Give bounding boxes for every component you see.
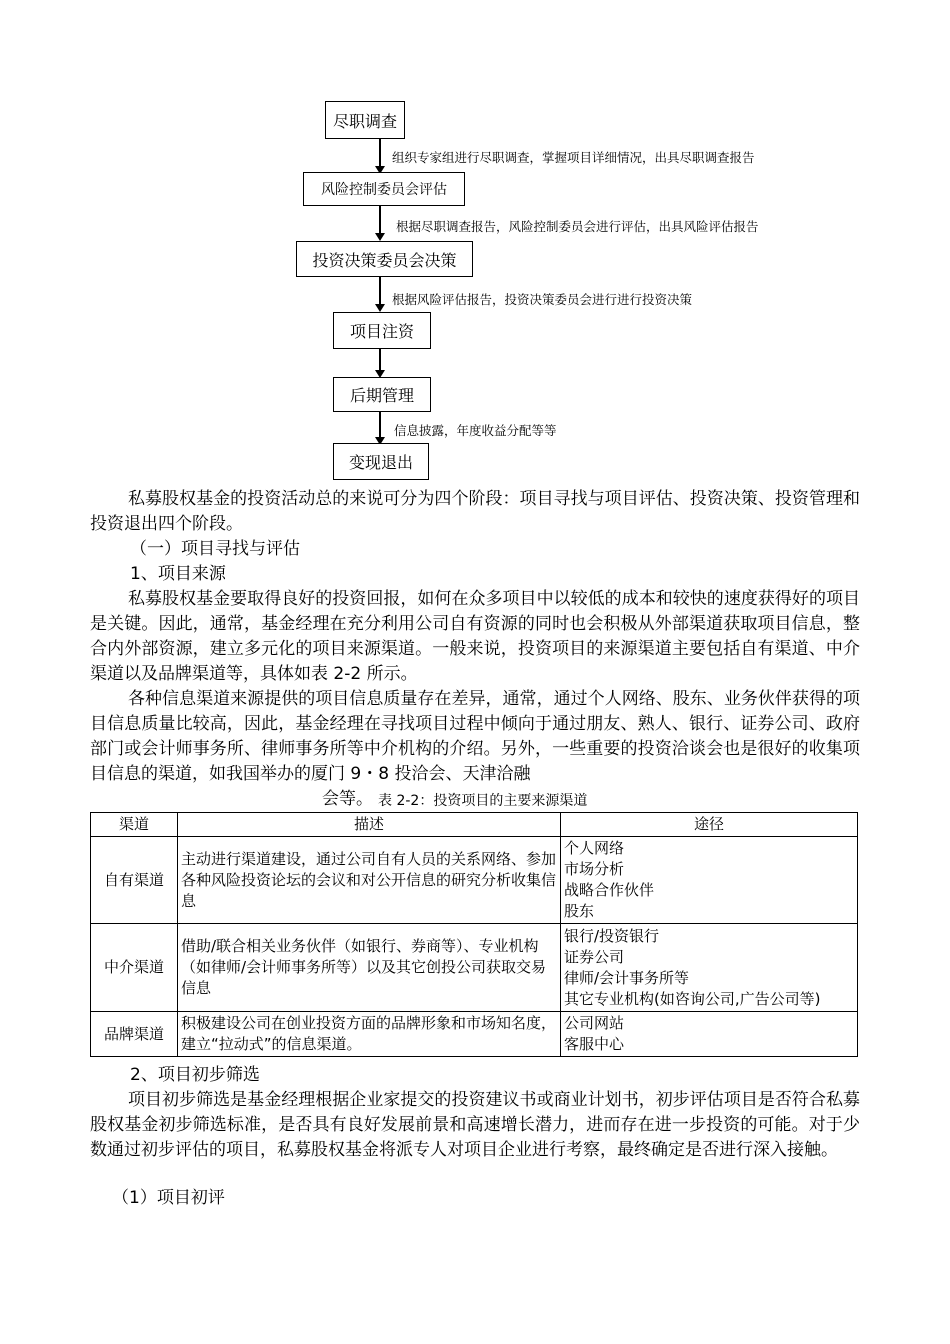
description-cell: 借助/联合相关业务伙伴（如银行、券商等）、专业机构（如律师/会计师事务所等）以及其它创投公司获取交易信息 — [178, 924, 561, 1012]
table-caption: 表 2-2：投资项目的主要来源渠道 — [378, 793, 588, 809]
subsection-heading: 1、项目来源 — [130, 564, 226, 584]
flow-connector — [379, 139, 381, 167]
flow-note-2: 根据尽职调查报告，风险控制委员会进行评估，出具风险评估报告 — [396, 219, 759, 234]
flow-note-3: 根据风险评估报告，投资决策委员会进行进行投资决策 — [392, 292, 693, 307]
flow-step-due-diligence: 尽职调查 — [325, 101, 405, 139]
section-heading: （一）项目寻找与评估 — [130, 539, 300, 559]
ways-cell — [561, 1012, 858, 1057]
way-item: 客服中心 — [564, 1035, 625, 1053]
way-item: 律师/会计事务所等 — [564, 968, 690, 987]
flow-step-risk-committee: 风险控制委员会评估 — [303, 172, 465, 206]
channel-cell: 自有渠道 — [91, 837, 178, 924]
source-channel-table — [90, 812, 858, 1057]
way-item: 公司网站 — [564, 1014, 625, 1032]
flow-step-investment-committee: 投资决策委员会决策 — [296, 241, 473, 277]
way-item: 银行/投资银行 — [564, 926, 660, 945]
channel-cell: 品牌渠道 — [91, 1012, 178, 1057]
table-row — [91, 1012, 858, 1057]
flow-connector — [379, 277, 381, 306]
flow-step-exit: 变现退出 — [333, 443, 429, 480]
column-header: 途径 — [561, 813, 858, 837]
paragraph-screening: 项目初步筛选是基金经理根据企业家提交的投资建议书或商业计划书，初步评估项目是否符合私募股权基金初步筛选标准，是否具有良好发展前景和高速增长潜力，进而存在进一步投资的可能。对于少数通过初步评估的项目，私募股权基金将派专人对项目企业进行考察，最终确定是否进行深入接触。 — [90, 1090, 860, 1160]
way-item: 证券公司 — [564, 947, 625, 966]
way-item: 其它专业机构(如咨询公司,广告公司等) — [564, 989, 821, 1008]
paragraph-stages: 私募股权基金的投资活动总的来说可分为四个阶段：项目寻找与项目评估、投资决策、投资管理和投资退出四个阶段。 — [90, 489, 860, 534]
way-item: 战略合作伙伴 — [564, 881, 655, 899]
way-item: 个人网络 — [564, 839, 625, 857]
flow-note-1: 组织专家组进行尽职调查，掌握项目详细情况，出具尽职调查报告 — [392, 150, 755, 165]
way-item: 股东 — [564, 902, 595, 920]
flow-step-post-management: 后期管理 — [333, 377, 431, 412]
flow-connector — [379, 206, 381, 235]
arrow-down-icon — [375, 304, 385, 312]
table-header-row — [91, 813, 858, 837]
description-cell: 积极建设公司在创业投资方面的品牌形象和市场知名度，建立“拉动式”的信息渠道。 — [178, 1012, 561, 1057]
flow-connector — [379, 412, 381, 439]
paragraph-quality: 各种信息渠道来源提供的项目信息质量存在差异，通常，通过个人网络、股东、业务伙伴获得的项目信息质量比较高，因此，基金经理在寻找项目过程中倾向于通过朋友、熟人、银行、证券公司、政府部门或会计师事务所、律师事务所等中介机构的介绍。另外，一些重要的投资洽谈会也是很好的收集项目信息的渠道，如我国举办的厦门 9・8 投洽会、天津洽融 — [90, 689, 860, 784]
table-row — [91, 837, 858, 924]
flow-connector — [379, 349, 381, 372]
description-cell: 主动进行渠道建设，通过公司自有人员的关系网络、参加各种风险投资论坛的会议和对公开信息的研究分析收集信息 — [178, 837, 561, 924]
channel-cell: 中介渠道 — [91, 924, 178, 1012]
subsection-heading: （1）项目初评 — [112, 1188, 225, 1208]
paragraph-sources: 私募股权基金要取得良好的投资回报，如何在众多项目中以较低的成本和较快的速度获得好的项目是关键。因此，通常，基金经理在充分利用公司自有资源的同时也会积极从外部渠道获取项目信息，整合内外部资源，建立多元化的项目来源渠道。一般来说，投资项目的来源渠道主要包括自有渠道、中介渠道以及品牌渠道等，具体如表 2-2 所示。 — [90, 589, 860, 684]
ways-cell — [561, 837, 858, 924]
ways-cell — [561, 924, 858, 1012]
flow-note-4: 信息披露，年度收益分配等等 — [394, 423, 557, 438]
paragraph-quality-end: 会等。 — [322, 789, 373, 809]
subsection-heading: 2、项目初步筛选 — [130, 1065, 260, 1085]
way-item: 市场分析 — [564, 860, 625, 878]
column-header: 描述 — [178, 813, 561, 837]
table-row — [91, 924, 858, 1012]
arrow-down-icon — [375, 233, 385, 241]
column-header: 渠道 — [91, 813, 178, 837]
flow-step-capital-injection: 项目注资 — [333, 312, 431, 349]
